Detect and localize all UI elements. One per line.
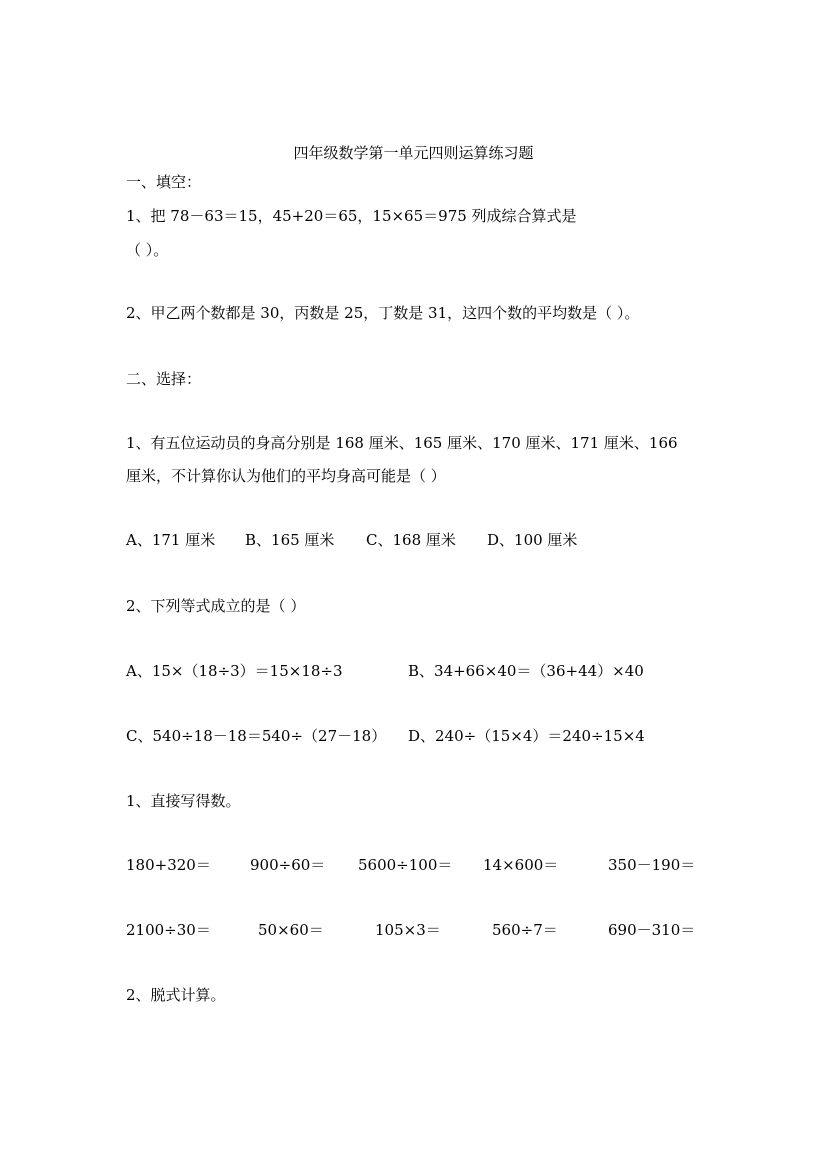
choice-2-option-a: A、15×（18÷3）＝15×18÷3 (126, 662, 343, 680)
fill-question-1-line-2: （ ）。 (126, 241, 169, 259)
fill-question-1-line-1: 1、把 78－63＝15，45+20＝65，15×65＝975 列成综合算式是 (126, 207, 577, 225)
calc-item: 350－190＝ (608, 856, 696, 874)
choice-1-option-a: A、171 厘米 (126, 531, 216, 549)
calc-item: 14×600＝ (483, 856, 559, 874)
calc-item: 560÷7＝ (492, 921, 558, 939)
fill-question-2: 2、甲乙两个数都是 30，丙数是 25，丁数是 31，这四个数的平均数是（ ）。 (126, 304, 640, 322)
section-heading-fill-blank: 一、填空： (126, 173, 202, 191)
calc-item: 2100÷30＝ (126, 921, 211, 939)
choice-1-option-d: D、100 厘米 (487, 531, 578, 549)
calc-item: 105×3＝ (375, 921, 441, 939)
calc-item: 690－310＝ (608, 921, 696, 939)
section-heading-choice: 二、选择： (126, 370, 202, 388)
calc-item: 180+320＝ (126, 856, 211, 874)
calc-item: 900÷60＝ (250, 856, 326, 874)
calc-item: 5600÷100＝ (358, 856, 453, 874)
choice-1-option-b: B、165 厘米 (245, 531, 335, 549)
choice-question-2: 2、下列等式成立的是（ ） (126, 597, 306, 615)
section-heading-step-calc: 2、脱式计算。 (126, 986, 226, 1004)
choice-question-1-line-2: 厘米，不计算你认为他们的平均身高可能是（ ） (126, 467, 446, 485)
choice-2-option-b: B、34+66×40＝（36+44）×40 (408, 662, 644, 680)
choice-1-option-c: C、168 厘米 (366, 531, 456, 549)
page-title: 四年级数学第一单元四则运算练习题 (293, 144, 534, 162)
choice-2-option-c: C、540÷18－18＝540÷（27－18） (126, 727, 387, 745)
choice-question-1-line-1: 1、有五位运动员的身高分别是 168 厘米、165 厘米、170 厘米、171 厘米、166 (126, 434, 678, 452)
calc-item: 50×60＝ (258, 921, 324, 939)
choice-2-option-d: D、240÷（15×4）＝240÷15×4 (408, 727, 645, 745)
section-heading-direct-calc: 1、直接写得数。 (126, 792, 241, 810)
